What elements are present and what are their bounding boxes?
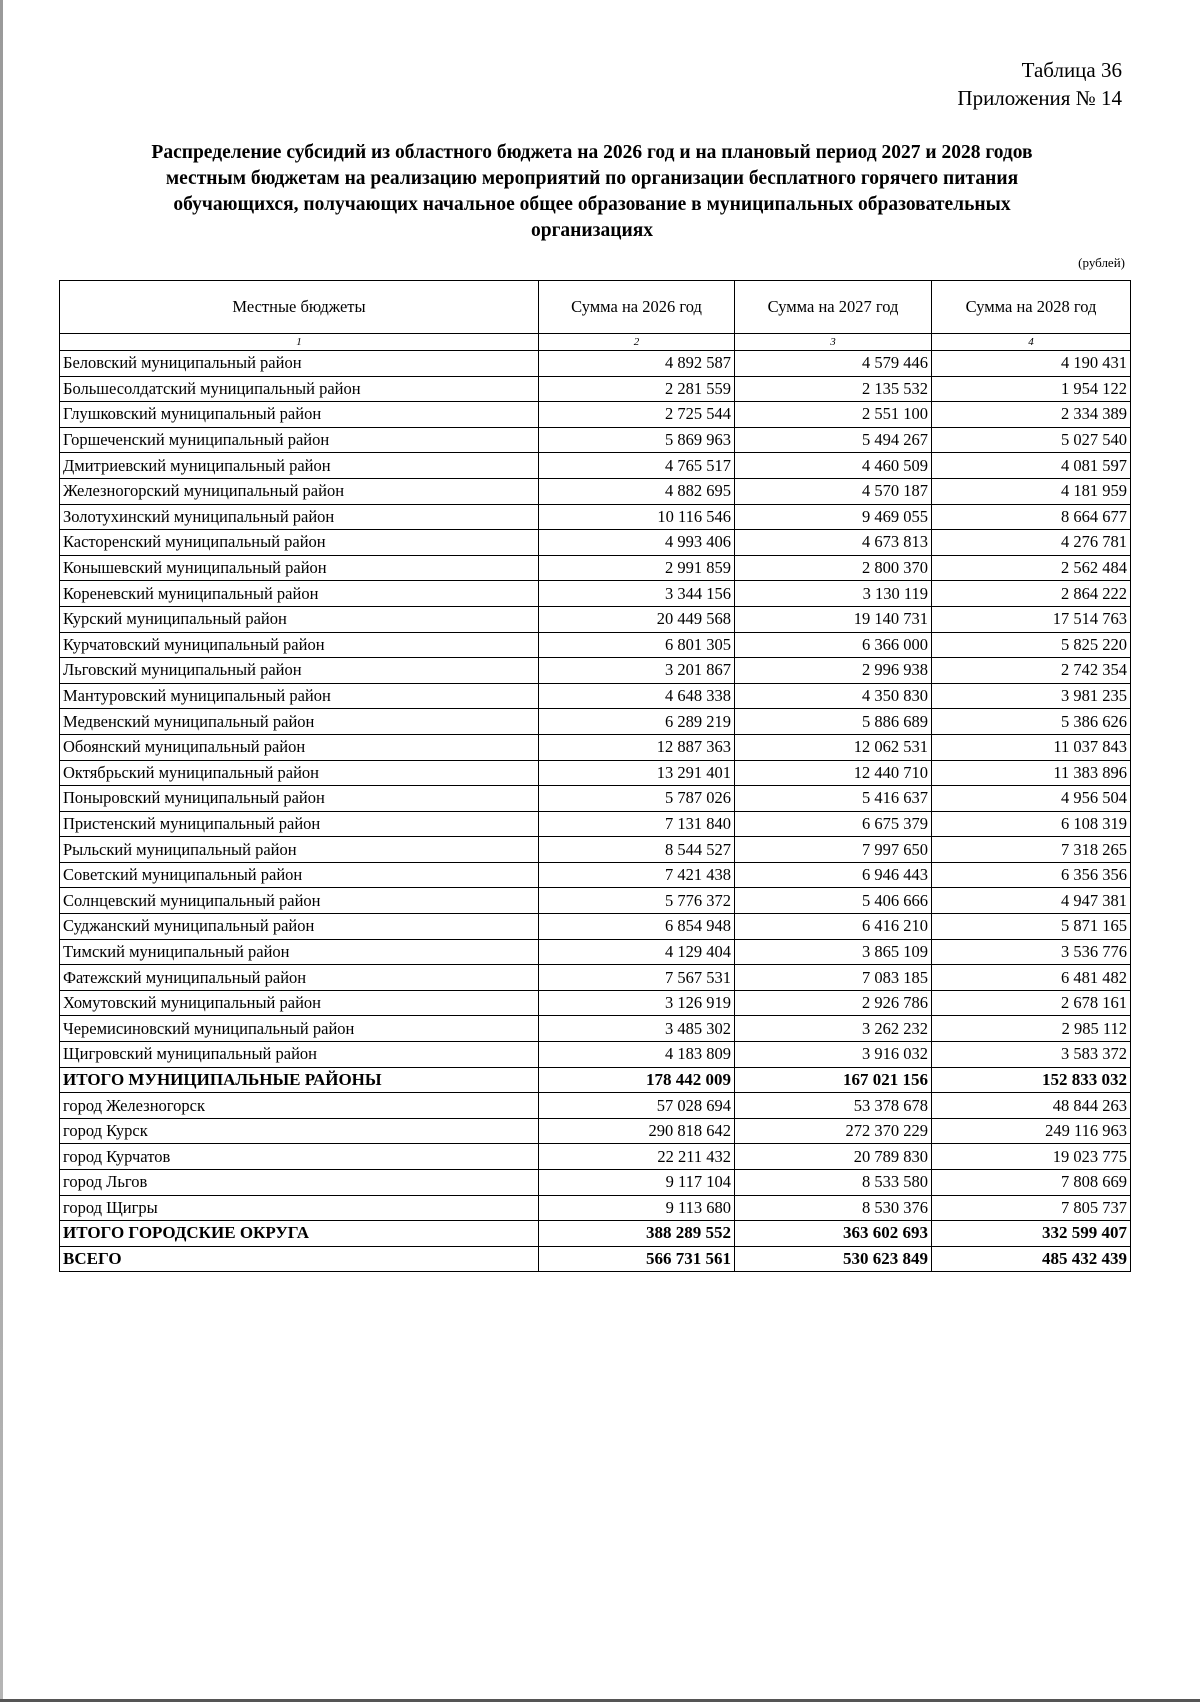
table-row — [60, 990, 1131, 1016]
table-row — [60, 351, 1131, 377]
budget-name-cell: ИТОГО МУНИЦИПАЛЬНЫЕ РАЙОНЫ — [60, 1067, 539, 1093]
amount-2028-cell: 4 081 597 — [932, 453, 1131, 479]
title-line: обучающихся, получающих начальное общее образование в муниципальных образовательных — [173, 194, 1011, 215]
amount-2026-cell: 4 129 404 — [539, 939, 735, 965]
amount-2027-cell: 5 886 689 — [735, 709, 932, 735]
amount-2028-cell: 6 108 319 — [932, 811, 1131, 837]
table-row — [60, 965, 1131, 991]
table-row — [60, 1144, 1131, 1170]
amount-2026-cell: 4 882 695 — [539, 478, 735, 504]
budget-name-cell: Курский муниципальный район — [60, 606, 539, 632]
table-row — [60, 1042, 1131, 1068]
amount-2027-cell: 4 350 830 — [735, 683, 932, 709]
table-row — [60, 888, 1131, 914]
table-row — [60, 453, 1131, 479]
amount-2026-cell: 4 183 809 — [539, 1042, 735, 1068]
amount-2028-cell: 1 954 122 — [932, 376, 1131, 402]
column-number: 2 — [539, 334, 735, 351]
table-row — [60, 1118, 1131, 1144]
amount-2027-cell: 6 675 379 — [735, 811, 932, 837]
amount-2026-cell: 4 892 587 — [539, 351, 735, 377]
table-row — [60, 427, 1131, 453]
table-row — [60, 914, 1131, 940]
amount-2027-cell: 272 370 229 — [735, 1118, 932, 1144]
amount-2027-cell: 5 406 666 — [735, 888, 932, 914]
amount-2027-cell: 20 789 830 — [735, 1144, 932, 1170]
budget-name-cell: Суджанский муниципальный район — [60, 914, 539, 940]
table-row — [60, 786, 1131, 812]
amount-2027-cell: 3 865 109 — [735, 939, 932, 965]
budget-name-cell: Пристенский муниципальный район — [60, 811, 539, 837]
amount-2026-cell: 13 291 401 — [539, 760, 735, 786]
table-row — [60, 1195, 1131, 1221]
column-number: 1 — [60, 334, 539, 351]
amount-2028-cell: 6 356 356 — [932, 862, 1131, 888]
amount-2026-cell: 4 648 338 — [539, 683, 735, 709]
amount-2028-cell: 4 181 959 — [932, 478, 1131, 504]
budget-name-cell: Большесолдатский муниципальный район — [60, 376, 539, 402]
budget-name-cell: Горшеченский муниципальный район — [60, 427, 539, 453]
budget-name-cell: Мантуровский муниципальный район — [60, 683, 539, 709]
amount-2026-cell: 3 485 302 — [539, 1016, 735, 1042]
amount-2026-cell: 9 117 104 — [539, 1170, 735, 1196]
amount-2027-cell: 3 916 032 — [735, 1042, 932, 1068]
table-total-row — [60, 1221, 1131, 1247]
amount-2028-cell: 2 742 354 — [932, 658, 1131, 684]
table-row — [60, 632, 1131, 658]
amount-2027-cell: 12 062 531 — [735, 734, 932, 760]
amount-2026-cell: 2 281 559 — [539, 376, 735, 402]
budget-name-cell: Конышевский муниципальный район — [60, 555, 539, 581]
amount-2026-cell: 388 289 552 — [539, 1221, 735, 1247]
amount-2027-cell: 363 602 693 — [735, 1221, 932, 1247]
amount-2028-cell: 4 956 504 — [932, 786, 1131, 812]
column-header-2028: Сумма на 2028 год — [932, 281, 1131, 334]
amount-2027-cell: 8 530 376 — [735, 1195, 932, 1221]
amount-2026-cell: 3 344 156 — [539, 581, 735, 607]
budget-name-cell: Беловский муниципальный район — [60, 351, 539, 377]
table-row — [60, 760, 1131, 786]
budget-name-cell: Солнцевский муниципальный район — [60, 888, 539, 914]
amount-2027-cell: 7 083 185 — [735, 965, 932, 991]
column-number: 3 — [735, 334, 932, 351]
amount-2027-cell: 3 262 232 — [735, 1016, 932, 1042]
amount-2028-cell: 3 583 372 — [932, 1042, 1131, 1068]
amount-2027-cell: 2 926 786 — [735, 990, 932, 1016]
table-row — [60, 811, 1131, 837]
amount-2027-cell: 2 800 370 — [735, 555, 932, 581]
amount-2027-cell: 5 494 267 — [735, 427, 932, 453]
budget-name-cell: ВСЕГО — [60, 1246, 539, 1272]
amount-2028-cell: 2 334 389 — [932, 402, 1131, 428]
table-row — [60, 658, 1131, 684]
amount-2028-cell: 17 514 763 — [932, 606, 1131, 632]
amount-2026-cell: 20 449 568 — [539, 606, 735, 632]
amount-2028-cell: 2 678 161 — [932, 990, 1131, 1016]
amount-2028-cell: 485 432 439 — [932, 1246, 1131, 1272]
amount-2026-cell: 12 887 363 — [539, 734, 735, 760]
amount-2026-cell: 178 442 009 — [539, 1067, 735, 1093]
table-row — [60, 837, 1131, 863]
budget-name-cell: Золотухинский муниципальный район — [60, 504, 539, 530]
amount-2027-cell: 167 021 156 — [735, 1067, 932, 1093]
budget-name-cell: Обоянский муниципальный район — [60, 734, 539, 760]
table-row — [60, 530, 1131, 556]
amount-2026-cell: 9 113 680 — [539, 1195, 735, 1221]
amount-2028-cell: 3 981 235 — [932, 683, 1131, 709]
column-header-budgets: Местные бюджеты — [60, 281, 539, 334]
amount-2026-cell: 3 201 867 — [539, 658, 735, 684]
amount-2028-cell: 7 808 669 — [932, 1170, 1131, 1196]
amount-2028-cell: 2 864 222 — [932, 581, 1131, 607]
budget-name-cell: Черемисиновский муниципальный район — [60, 1016, 539, 1042]
amount-2027-cell: 12 440 710 — [735, 760, 932, 786]
amount-2026-cell: 6 854 948 — [539, 914, 735, 940]
title-line: местным бюджетам на реализацию мероприятий по организации бесплатного горячего питания — [165, 168, 1019, 189]
budget-name-cell: Железногорский муниципальный район — [60, 478, 539, 504]
amount-2026-cell: 2 725 544 — [539, 402, 735, 428]
budget-name-cell: город Железногорск — [60, 1093, 539, 1119]
amount-2027-cell: 7 997 650 — [735, 837, 932, 863]
scan-left-edge — [0, 0, 3, 1702]
amount-2028-cell: 5 027 540 — [932, 427, 1131, 453]
amount-2026-cell: 7 131 840 — [539, 811, 735, 837]
budget-name-cell: город Курск — [60, 1118, 539, 1144]
budget-name-cell: город Курчатов — [60, 1144, 539, 1170]
budget-name-cell: Щигровский муниципальный район — [60, 1042, 539, 1068]
table-row — [60, 504, 1131, 530]
table-row — [60, 402, 1131, 428]
amount-2026-cell: 566 731 561 — [539, 1246, 735, 1272]
amount-2028-cell: 7 318 265 — [932, 837, 1131, 863]
amount-2027-cell: 2 996 938 — [735, 658, 932, 684]
amount-2028-cell: 332 599 407 — [932, 1221, 1131, 1247]
amount-2028-cell: 2 985 112 — [932, 1016, 1131, 1042]
budget-name-cell: Кореневский муниципальный район — [60, 581, 539, 607]
amount-2026-cell: 4 765 517 — [539, 453, 735, 479]
table-row — [60, 581, 1131, 607]
amount-2027-cell: 53 378 678 — [735, 1093, 932, 1119]
title-line: организациях — [530, 220, 654, 241]
budget-name-cell: Дмитриевский муниципальный район — [60, 453, 539, 479]
budget-name-cell: Поныровский муниципальный район — [60, 786, 539, 812]
amount-2027-cell: 4 460 509 — [735, 453, 932, 479]
amount-2026-cell: 5 776 372 — [539, 888, 735, 914]
amount-2026-cell: 10 116 546 — [539, 504, 735, 530]
amount-2026-cell: 8 544 527 — [539, 837, 735, 863]
amount-2028-cell: 4 276 781 — [932, 530, 1131, 556]
units-label: (рублей) — [1078, 255, 1125, 270]
budget-name-cell: Льговский муниципальный район — [60, 658, 539, 684]
amount-2028-cell: 6 481 482 — [932, 965, 1131, 991]
amount-2027-cell: 6 416 210 — [735, 914, 932, 940]
table-number: Таблица 36 — [1021, 58, 1122, 82]
amount-2028-cell: 48 844 263 — [932, 1093, 1131, 1119]
column-header-2026: Сумма на 2026 год — [539, 281, 735, 334]
budget-name-cell: город Льгов — [60, 1170, 539, 1196]
amount-2027-cell: 8 533 580 — [735, 1170, 932, 1196]
column-number: 4 — [932, 334, 1131, 351]
amount-2028-cell: 152 833 032 — [932, 1067, 1131, 1093]
amount-2027-cell: 4 579 446 — [735, 351, 932, 377]
amount-2028-cell: 5 386 626 — [932, 709, 1131, 735]
amount-2026-cell: 2 991 859 — [539, 555, 735, 581]
column-number-row — [60, 334, 1131, 351]
table-total-row — [60, 1067, 1131, 1093]
amount-2028-cell: 19 023 775 — [932, 1144, 1131, 1170]
budget-name-cell: Медвенский муниципальный район — [60, 709, 539, 735]
amount-2028-cell: 2 562 484 — [932, 555, 1131, 581]
amount-2026-cell: 290 818 642 — [539, 1118, 735, 1144]
amount-2028-cell: 4 190 431 — [932, 351, 1131, 377]
table-row — [60, 606, 1131, 632]
budget-name-cell: Глушковский муниципальный район — [60, 402, 539, 428]
amount-2027-cell: 530 623 849 — [735, 1246, 932, 1272]
amount-2026-cell: 3 126 919 — [539, 990, 735, 1016]
amount-2028-cell: 11 383 896 — [932, 760, 1131, 786]
amount-2028-cell: 5 825 220 — [932, 632, 1131, 658]
amount-2026-cell: 4 993 406 — [539, 530, 735, 556]
amount-2027-cell: 9 469 055 — [735, 504, 932, 530]
budget-name-cell: Касторенский муниципальный район — [60, 530, 539, 556]
budget-name-cell: Курчатовский муниципальный район — [60, 632, 539, 658]
budget-name-cell: ИТОГО ГОРОДСКИЕ ОКРУГА — [60, 1221, 539, 1247]
amount-2027-cell: 3 130 119 — [735, 581, 932, 607]
column-header-2027: Сумма на 2027 год — [735, 281, 932, 334]
budget-name-cell: Фатежский муниципальный район — [60, 965, 539, 991]
table-row — [60, 734, 1131, 760]
table-row — [60, 478, 1131, 504]
budget-name-cell: Рыльский муниципальный район — [60, 837, 539, 863]
title-line: Распределение субсидий из областного бюджета на 2026 год и на плановый период 2027 и 2028 годов — [151, 142, 1033, 163]
amount-2026-cell: 5 787 026 — [539, 786, 735, 812]
amount-2027-cell: 6 366 000 — [735, 632, 932, 658]
amount-2027-cell: 4 570 187 — [735, 478, 932, 504]
amount-2028-cell: 249 116 963 — [932, 1118, 1131, 1144]
amount-2028-cell: 7 805 737 — [932, 1195, 1131, 1221]
amount-2026-cell: 6 289 219 — [539, 709, 735, 735]
table-row — [60, 939, 1131, 965]
table-row — [60, 709, 1131, 735]
amount-2026-cell: 7 567 531 — [539, 965, 735, 991]
table-row — [60, 376, 1131, 402]
budget-name-cell: город Щигры — [60, 1195, 539, 1221]
amount-2028-cell: 11 037 843 — [932, 734, 1131, 760]
amount-2028-cell: 5 871 165 — [932, 914, 1131, 940]
amount-2026-cell: 6 801 305 — [539, 632, 735, 658]
amount-2027-cell: 6 946 443 — [735, 862, 932, 888]
table-header-row — [60, 281, 1131, 334]
amount-2026-cell: 7 421 438 — [539, 862, 735, 888]
amount-2027-cell: 2 135 532 — [735, 376, 932, 402]
amount-2028-cell: 8 664 677 — [932, 504, 1131, 530]
table-row — [60, 1093, 1131, 1119]
amount-2026-cell: 57 028 694 — [539, 1093, 735, 1119]
amount-2026-cell: 22 211 432 — [539, 1144, 735, 1170]
table-reference — [957, 56, 1122, 112]
amount-2028-cell: 3 536 776 — [932, 939, 1131, 965]
budget-table — [59, 280, 1131, 1272]
amount-2027-cell: 2 551 100 — [735, 402, 932, 428]
document-title — [60, 140, 1124, 244]
table-body — [60, 351, 1131, 1272]
table-row — [60, 1170, 1131, 1196]
budget-name-cell: Хомутовский муниципальный район — [60, 990, 539, 1016]
table-row — [60, 683, 1131, 709]
amount-2027-cell: 5 416 637 — [735, 786, 932, 812]
amount-2027-cell: 4 673 813 — [735, 530, 932, 556]
budget-name-cell: Октябрьский муниципальный район — [60, 760, 539, 786]
amount-2028-cell: 4 947 381 — [932, 888, 1131, 914]
table-row — [60, 862, 1131, 888]
table-row — [60, 1016, 1131, 1042]
budget-name-cell: Тимский муниципальный район — [60, 939, 539, 965]
appendix-number: Приложения № 14 — [957, 86, 1122, 110]
amount-2027-cell: 19 140 731 — [735, 606, 932, 632]
table-total-row — [60, 1246, 1131, 1272]
table-row — [60, 555, 1131, 581]
budget-name-cell: Советский муниципальный район — [60, 862, 539, 888]
amount-2026-cell: 5 869 963 — [539, 427, 735, 453]
